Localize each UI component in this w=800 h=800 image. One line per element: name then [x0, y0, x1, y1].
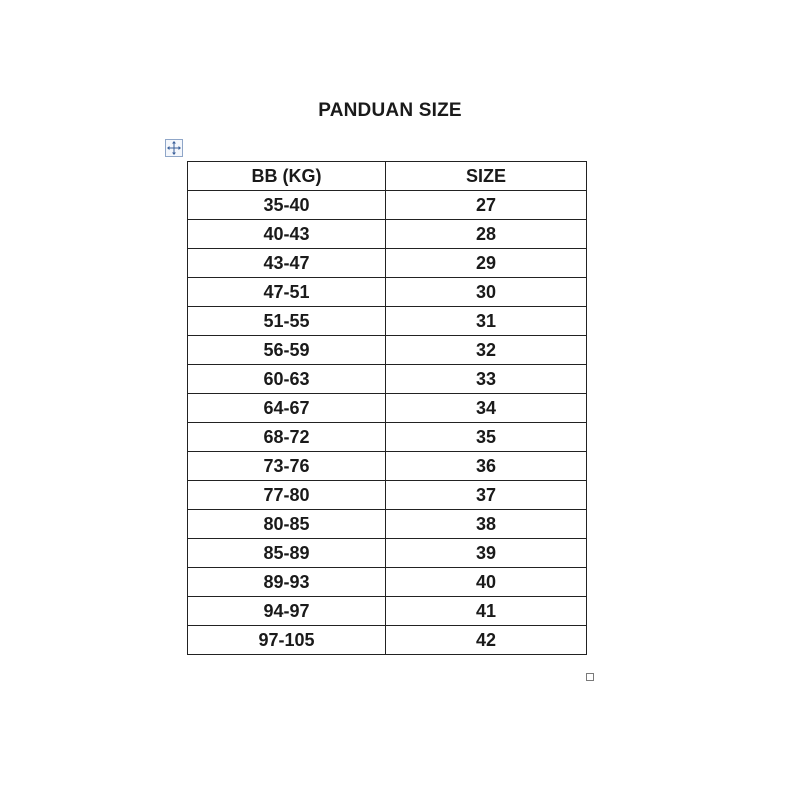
weight-cell: 68-72 [188, 423, 386, 452]
table-body [188, 191, 587, 655]
header-weight: BB (KG) [188, 162, 386, 191]
size-cell: 29 [386, 249, 587, 278]
size-cell: 36 [386, 452, 587, 481]
size-cell: 39 [386, 539, 587, 568]
table-row [188, 278, 587, 307]
weight-cell: 40-43 [188, 220, 386, 249]
size-guide-table [187, 161, 587, 655]
weight-cell: 97-105 [188, 626, 386, 655]
table-header-row [188, 162, 587, 191]
size-cell: 38 [386, 510, 587, 539]
table-row [188, 336, 587, 365]
weight-cell: 47-51 [188, 278, 386, 307]
size-cell: 27 [386, 191, 587, 220]
header-size: SIZE [386, 162, 587, 191]
size-cell: 28 [386, 220, 587, 249]
weight-cell: 64-67 [188, 394, 386, 423]
table-row [188, 220, 587, 249]
size-cell: 33 [386, 365, 587, 394]
table-row [188, 626, 587, 655]
weight-cell: 94-97 [188, 597, 386, 626]
table-row [188, 568, 587, 597]
move-arrows-icon[interactable] [165, 139, 183, 157]
page-title: PANDUAN SIZE [318, 100, 462, 121]
weight-cell: 56-59 [188, 336, 386, 365]
table-row [188, 249, 587, 278]
weight-cell: 43-47 [188, 249, 386, 278]
table-row [188, 365, 587, 394]
size-cell: 34 [386, 394, 587, 423]
weight-cell: 51-55 [188, 307, 386, 336]
size-cell: 42 [386, 626, 587, 655]
weight-cell: 73-76 [188, 452, 386, 481]
resize-square-icon[interactable] [586, 673, 594, 681]
size-cell: 32 [386, 336, 587, 365]
size-cell: 37 [386, 481, 587, 510]
table-row [188, 481, 587, 510]
size-cell: 40 [386, 568, 587, 597]
weight-cell: 85-89 [188, 539, 386, 568]
size-cell: 30 [386, 278, 587, 307]
table-row [188, 510, 587, 539]
weight-cell: 89-93 [188, 568, 386, 597]
weight-cell: 60-63 [188, 365, 386, 394]
table-row [188, 394, 587, 423]
table-row [188, 423, 587, 452]
size-cell: 41 [386, 597, 587, 626]
size-cell: 35 [386, 423, 587, 452]
table-row [188, 539, 587, 568]
weight-cell: 80-85 [188, 510, 386, 539]
table-row [188, 597, 587, 626]
weight-cell: 77-80 [188, 481, 386, 510]
size-cell: 31 [386, 307, 587, 336]
table-row [188, 452, 587, 481]
table-row [188, 191, 587, 220]
weight-cell: 35-40 [188, 191, 386, 220]
table-row [188, 307, 587, 336]
